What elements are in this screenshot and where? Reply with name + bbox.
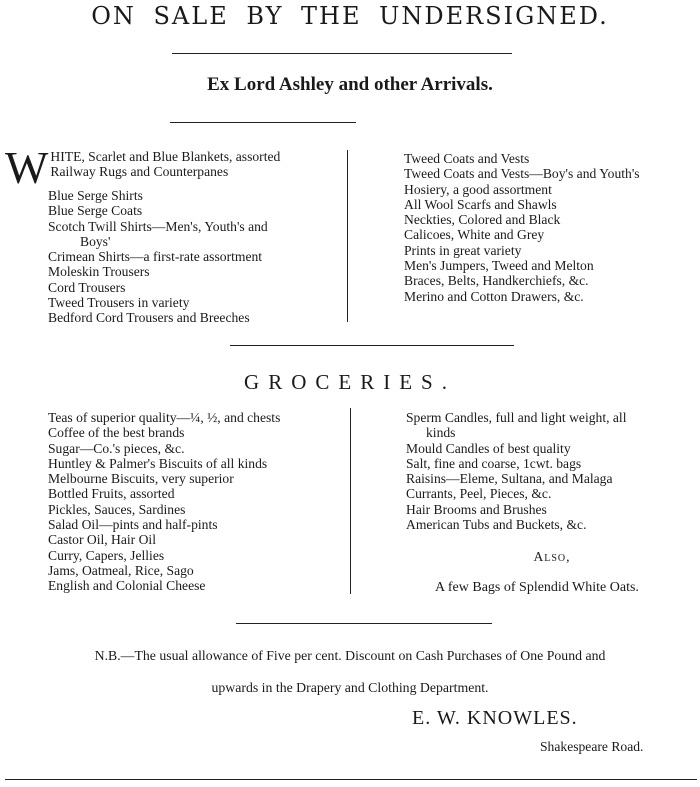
list-item: Blue Serge Shirts [48,188,143,203]
list-item: Pickles, Sauces, Sardines [48,501,186,517]
list-item: Calicoes, White and Grey [404,227,545,243]
list-item: Bedford Cord Trousers and Breeches [48,310,250,326]
list-item: Moleskin Trousers [48,264,150,280]
drapery-right-list [404,151,698,304]
list-item: Bottled Fruits, assorted [48,486,175,502]
list-item: Blue Serge Coats [48,203,143,219]
signature: E. W. KNOWLES. [412,707,578,729]
list-item: Sperm Candles, full and light weight, all [406,410,627,425]
drapery-left-list [5,142,345,326]
note-line-1: N.B.—The usual allowance of Five per cent. Discount on Cash Purchases of One Pound and [94,648,606,663]
list-item: Jams, Oatmeal, Rice, Sago [48,562,194,578]
list-item: kinds [426,425,456,441]
list-item: Curry, Capers, Jellies [48,547,165,563]
groceries-left-list [48,410,348,594]
page-subtitle: Ex Lord Ashley and other Arrivals. [207,74,493,95]
list-item: Tweed Coats and Vests [404,151,530,166]
list-item: Raisins—Eleme, Sultana, and Malaga [406,471,613,487]
list-item: Scotch Twill Shirts—Men's, Youth's and [48,218,268,234]
list-item: Hair Brooms and Brushes [406,501,547,517]
list-item: Prints in great variety [404,242,522,258]
dropcap: W [5,142,49,193]
list-item: Men's Jumpers, Tweed and Melton [404,258,594,274]
divider [236,623,492,624]
list-item: Salad Oil—pints and half-pints [48,517,218,533]
address: Shakespeare Road. [540,739,644,754]
bottom-divider [5,779,697,780]
list-item: Salt, fine and coarse, 1cwt. bags [406,455,582,471]
column-divider [347,150,348,322]
list-item: Railway Rugs and Counterpanes [50,164,229,180]
list-item: Neckties, Colored and Black [404,212,561,228]
list-item: HITE, Scarlet and Blue Blankets, assorted [50,149,281,164]
list-item: Hosiery, a good assortment [404,181,552,197]
also-label: Also, [533,549,571,564]
list-item: Braces, Belts, Handkerchiefs, &c. [404,273,589,289]
list-item: Melbourne Biscuits, very superior [48,471,234,487]
list-item: Currants, Peel, Pieces, &c. [406,486,552,502]
list-item: Mould Candles of best quality [406,440,571,456]
list-item: Sugar—Co.'s pieces, &c. [48,440,185,456]
list-item: Castor Oil, Hair Oil [48,532,156,548]
list-item: Huntley & Palmer's Biscuits of all kinds [48,455,268,471]
list-item: All Wool Scarfs and Shawls [404,196,557,212]
list-item: English and Colonial Cheese [48,578,206,594]
list-item: Tweed Coats and Vests—Boy's and Youth's [404,166,640,182]
column-divider [350,408,351,594]
list-item: Cord Trousers [48,279,126,295]
groceries-heading: GROCERIES. [244,370,456,394]
divider [172,53,512,54]
groceries-right-list [406,410,698,532]
divider [230,345,514,346]
note-line-2: upwards in the Drapery and Clothing Department. [211,680,489,695]
list-item: Teas of superior quality—¼, ½, and chests [48,410,281,425]
list-item: Merino and Cotton Drawers, &c. [404,288,584,304]
divider [170,122,356,123]
list-item: Coffee of the best brands [48,425,185,441]
list-item: American Tubs and Buckets, &c. [406,517,587,533]
list-item: Boys' [80,233,111,249]
list-item: Crimean Shirts—a first-rate assortment [48,249,263,265]
list-item: Tweed Trousers in variety [48,295,190,311]
page-title: ON SALE BY THE UNDERSIGNED. [91,2,609,30]
oats-line: A few Bags of Splendid White Oats. [435,580,639,595]
